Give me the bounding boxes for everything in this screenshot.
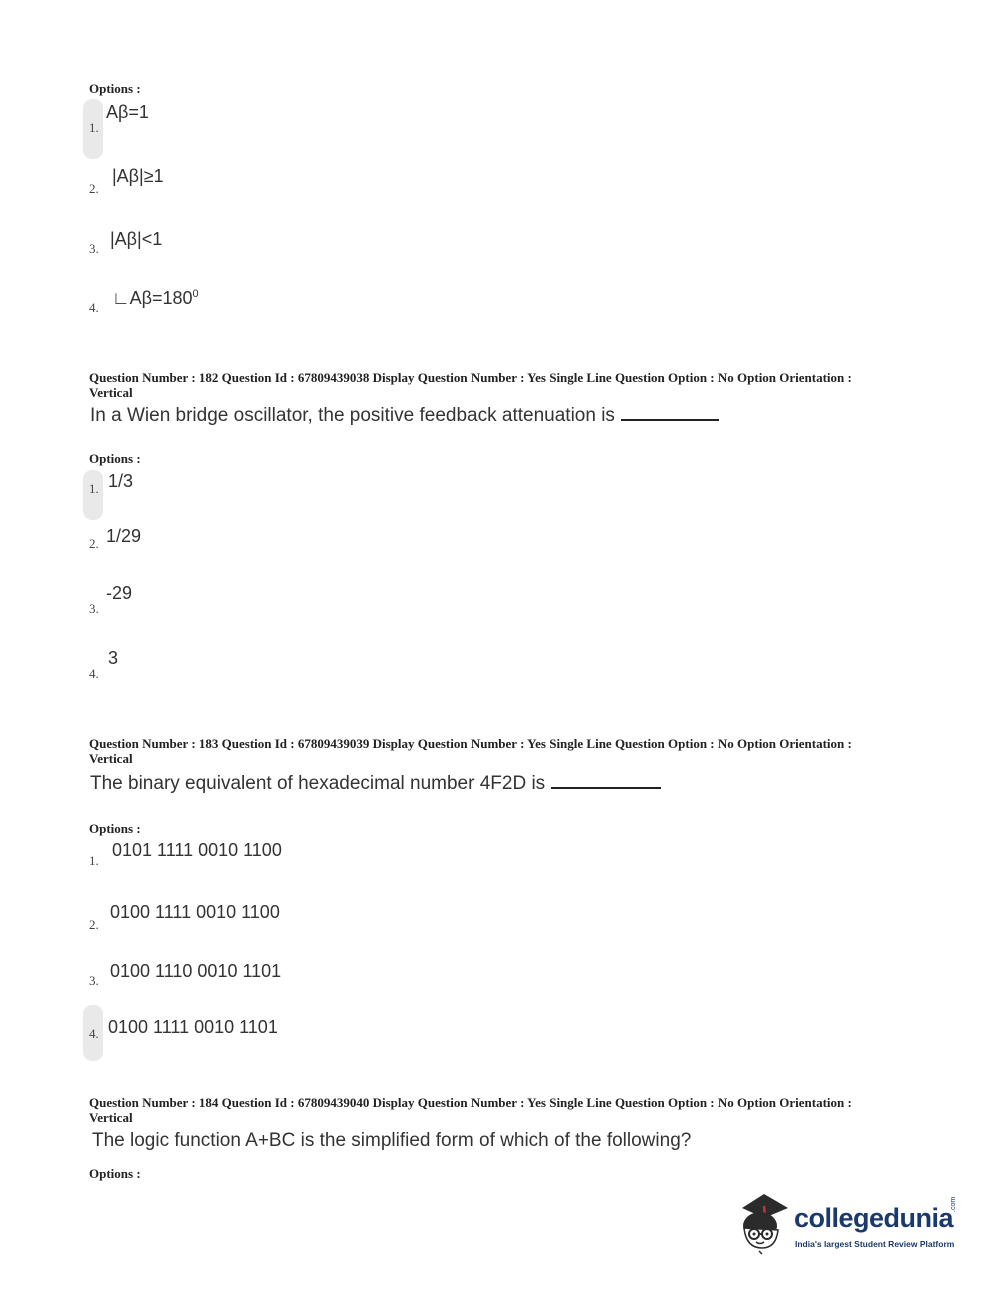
- option-number: 3.: [89, 601, 99, 616]
- question-meta: Question Number : 184 Question Id : 67809439040 Display Question Number : Yes Single Line Question Option : No Option Orientation : Vertical: [89, 1095, 852, 1125]
- logo-domain-suffix: .com: [950, 1196, 957, 1212]
- option-text: 0101 1111 0010 1100: [112, 840, 282, 860]
- options-label: Options :: [89, 1166, 141, 1181]
- option-number: 3.: [89, 241, 99, 256]
- answer-blank: [551, 787, 661, 789]
- option-text: 0100 1111 0010 1100: [110, 902, 280, 922]
- option-number: 1.: [89, 120, 99, 135]
- option-text: 1/3: [108, 471, 134, 491]
- answer-blank: [621, 419, 719, 421]
- logo-wordmark: collegedunia: [794, 1203, 954, 1233]
- option-text: 0100 1111 0010 1101: [108, 1017, 278, 1037]
- option-text: -29: [106, 583, 133, 603]
- options-label: Options :: [89, 451, 141, 466]
- question-meta: Question Number : 182 Question Id : 67809439038 Display Question Number : Yes Single Line Question Option : No Option Orientation : Vertical: [89, 370, 852, 400]
- options-label: Options :: [89, 821, 141, 836]
- option-number: 1.: [89, 853, 99, 868]
- question-text: In a Wien bridge oscillator, the positive feedback attenuation is: [90, 405, 719, 427]
- options-label: Options :: [89, 81, 141, 96]
- question-meta: Question Number : 183 Question Id : 67809439039 Display Question Number : Yes Single Line Question Option : No Option Orientation : Vertical: [89, 736, 852, 766]
- option-text: Aβ=1: [106, 102, 149, 122]
- option-number: 2.: [89, 181, 99, 196]
- logo-tagline: India's largest Student Review Platform: [795, 1239, 955, 1249]
- option-text: 3: [108, 648, 119, 668]
- option-text: 1/29: [106, 526, 142, 546]
- option-number: 1.: [89, 481, 99, 496]
- option-number: 2.: [89, 917, 99, 932]
- option-text: |Aβ|≥1: [112, 166, 164, 186]
- option-number: 3.: [89, 973, 99, 988]
- option-number: 4.: [89, 1026, 99, 1041]
- question-text: The binary equivalent of hexadecimal number 4F2D is: [90, 773, 661, 795]
- option-text: $∟A\beta=180^0$: [112, 288, 199, 308]
- option-text: |Aβ|<1: [110, 229, 163, 249]
- option-number: 4.: [89, 666, 99, 681]
- option-text: 0100 1110 0010 1101: [110, 961, 282, 981]
- collegedunia-mascot-icon: [734, 1188, 794, 1256]
- option-number: 4.: [89, 300, 99, 315]
- option-number: 2.: [89, 536, 99, 551]
- question-text: The logic function A+BC is the simplified form of which of the following?: [92, 1130, 692, 1151]
